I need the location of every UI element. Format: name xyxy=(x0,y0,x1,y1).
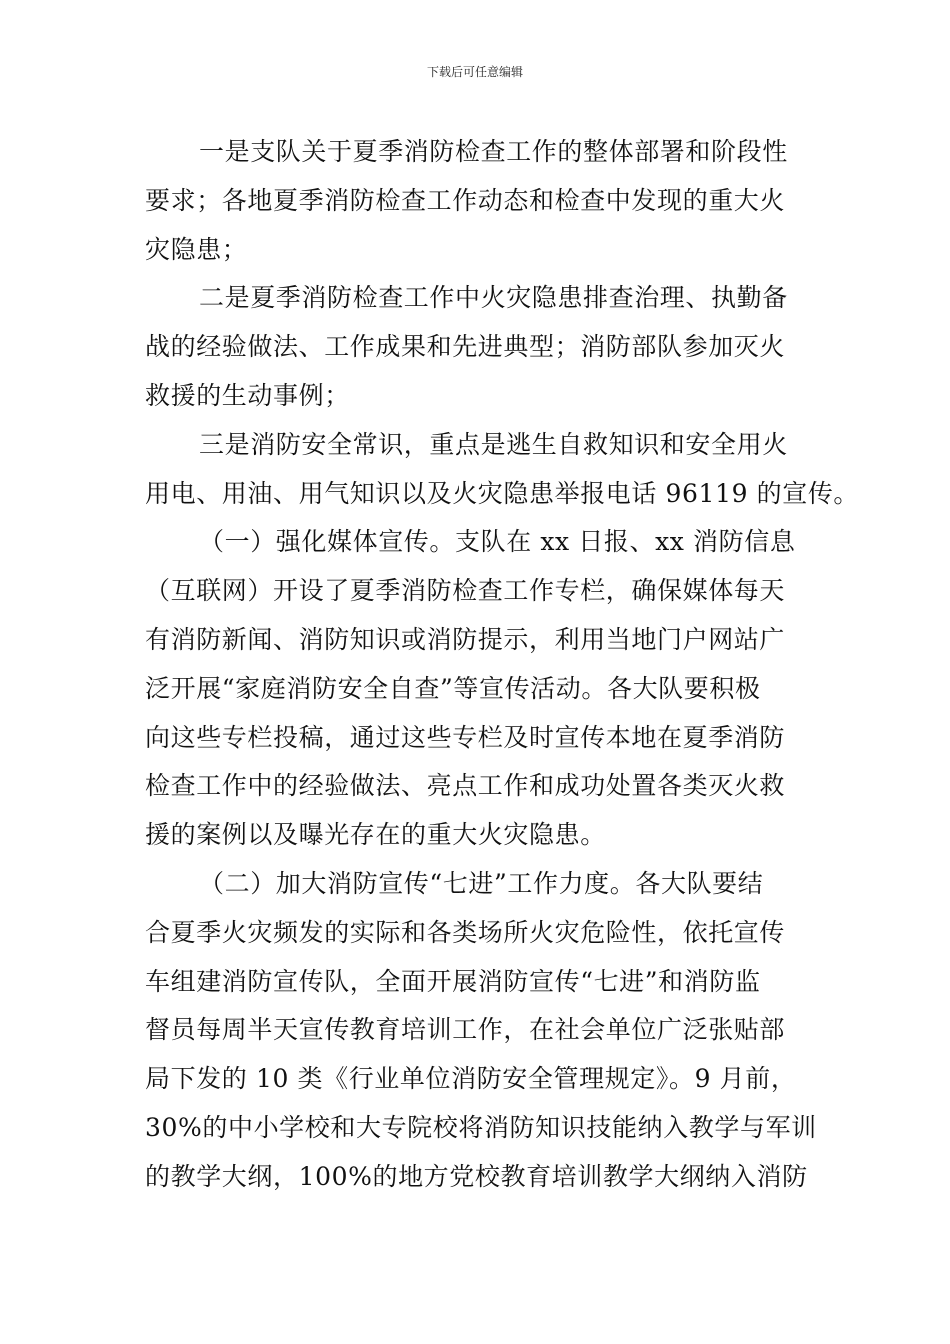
text-line: 灾隐患； xyxy=(145,234,248,264)
text-line: 泛开展“家庭消防安全自查”等宣传活动。各大队要积极 xyxy=(145,673,761,703)
text-line: 战的经验做法、工作成果和先进典型；消防部队参加灭火 xyxy=(145,332,786,362)
text-line: 合夏季火灾频发的实际和各类场所火灾危险性，依托宣传 xyxy=(145,917,786,947)
text-line: 援的案例以及曝光存在的重大火灾隐患。 xyxy=(145,820,606,850)
text-line: 一是支队关于夏季消防检查工作的整体部署和阶段性 xyxy=(199,137,788,166)
text-line: 要求；各地夏季消防检查工作动态和检查中发现的重大火 xyxy=(145,185,786,215)
page-header: 下载后可任意编辑 xyxy=(426,65,523,79)
text-line: 检查工作中的经验做法、亮点工作和成功处置各类灭火救 xyxy=(145,771,786,801)
text-line: 向这些专栏投稿，通过这些专栏及时宣传本地在夏季消防 xyxy=(145,722,786,752)
text-line: 的教学大纲，100%的地方党校教育培训教学大纲纳入消防 xyxy=(145,1161,808,1191)
text-line: 二是夏季消防检查工作中火灾隐患排查治理、执勤备 xyxy=(199,283,788,313)
text-line: 车组建消防宣传队，全面开展消防宣传“七进”和消防监 xyxy=(145,966,761,996)
text-line: 30%的中小学校和大专院校将消防知识技能纳入教学与军训 xyxy=(145,1112,817,1142)
text-line: 局下发的 10 类《行业单位消防安全管理规定》。9 月前， xyxy=(145,1064,797,1094)
document-body xyxy=(145,128,860,1202)
text-line: 用电、用油、用气知识以及火灾隐患举报电话 96119 的宣传。 xyxy=(145,478,860,508)
text-line: （互联网）开设了夏季消防检查工作专栏，确保媒体每天 xyxy=(145,576,786,606)
text-line: 有消防新闻、消防知识或消防提示，利用当地门户网站广 xyxy=(145,624,786,654)
text-line: （二）加大消防宣传“七进”工作力度。各大队要结 xyxy=(199,868,764,898)
text-line: 三是消防安全常识，重点是逃生自救知识和安全用火 xyxy=(199,429,788,459)
text-line: 督员每周半天宣传教育培训工作，在社会单位广泛张贴部 xyxy=(145,1015,786,1045)
text-line: （一）强化媒体宣传。支队在 xx 日报、xx 消防信息 xyxy=(199,527,796,557)
text-line: 救援的生动事例； xyxy=(145,380,350,410)
